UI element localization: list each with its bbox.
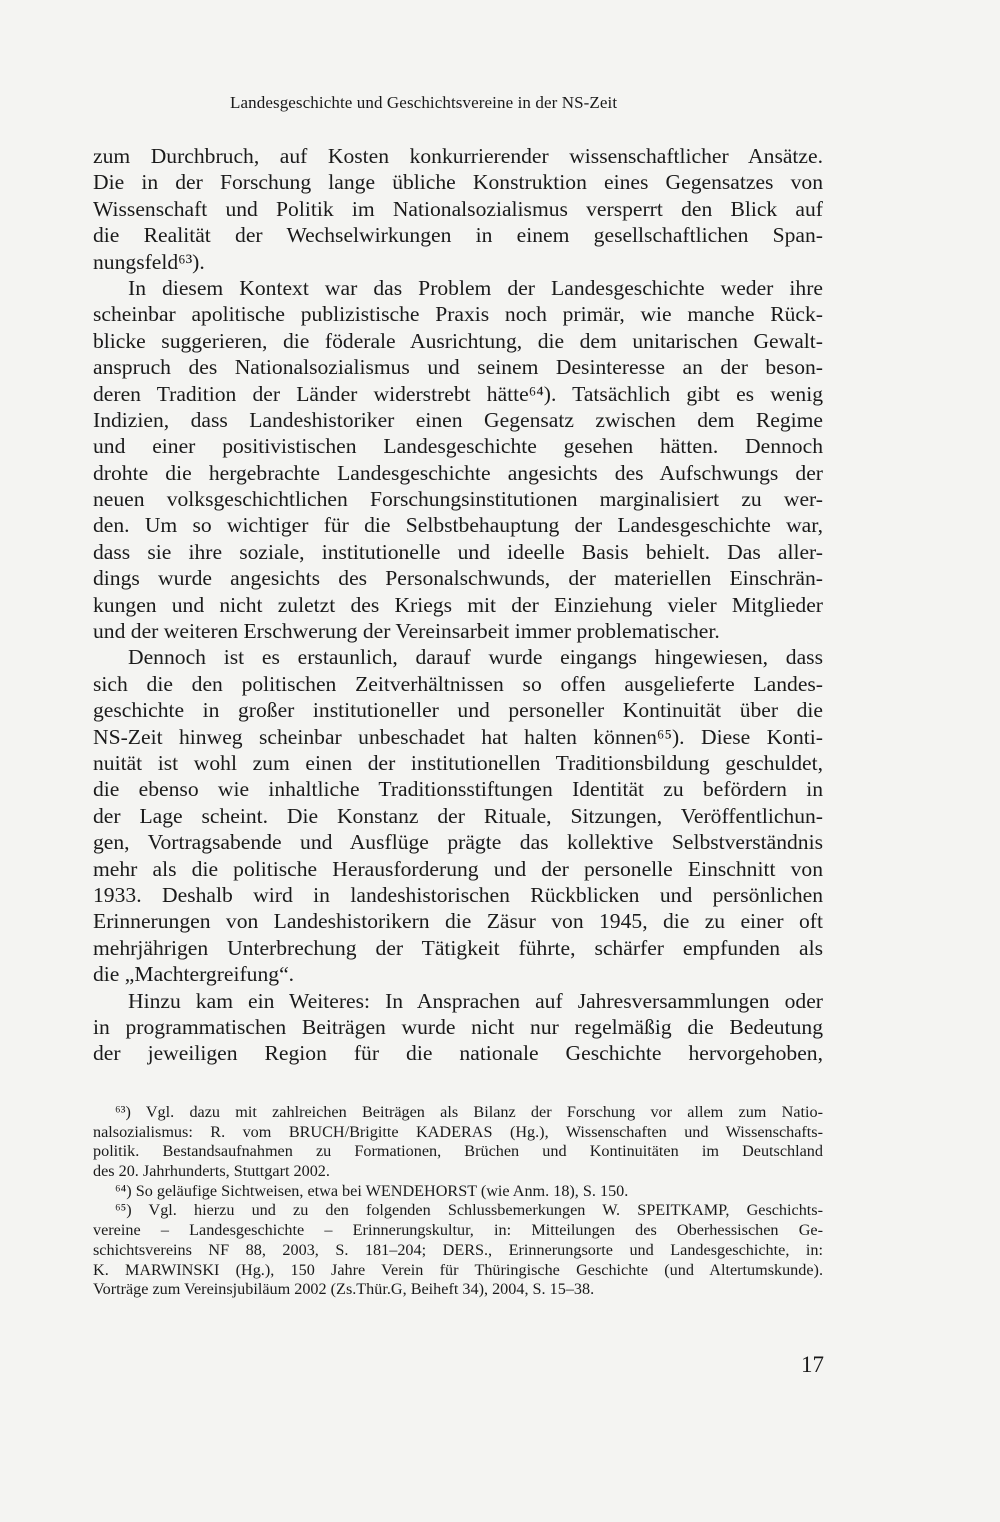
- footnote-line: schichtsvereins NF 88, 2003, S. 181–204; DERS., Erinnerungsorte und Landesgeschichte, in:: [93, 1240, 823, 1259]
- body-line: Indizien, dass Landeshistoriker einen Gegensatz zwischen dem Regime: [93, 407, 823, 432]
- body-line: in programmatischen Beiträgen wurde nicht nur regelmäßig die Bedeutung: [93, 1014, 823, 1039]
- body-text: [93, 143, 823, 1067]
- body-line: die Realität der Wechselwirkungen in einem gesellschaftlichen Span-: [93, 223, 823, 248]
- body-line: Die in der Forschung lange übliche Konstruktion eines Gegensatzes von: [93, 170, 823, 195]
- body-line: scheinbar apolitische publizistische Praxis noch primär, wie manche Rück-: [93, 302, 823, 327]
- body-line: Erinnerungen von Landeshistorikern die Zäsur von 1945, die zu einer oft: [93, 909, 823, 934]
- footnote-line: vereine – Landesgeschichte – Erinnerungskultur, in: Mitteilungen des Oberhessischen Ge-: [93, 1221, 823, 1240]
- page-number: 17: [801, 1352, 824, 1377]
- body-line: Hinzu kam ein Weiteres: In Ansprachen auf Jahresversammlungen oder: [128, 988, 823, 1013]
- body-line: mehrjährigen Unterbrechung der Tätigkeit führte, schärfer empfunden als: [93, 935, 823, 960]
- body-line: mehr als die politische Herausforderung und der personelle Einschnitt von: [93, 856, 823, 881]
- body-line: den. Um so wichtiger für die Selbstbehauptung der Landesgeschichte war,: [93, 513, 823, 538]
- body-line: geschichte in großer institutioneller und personeller Kontinuität über die: [93, 698, 823, 723]
- body-line: In diesem Kontext war das Problem der Landesgeschichte weder ihre: [128, 275, 823, 300]
- body-line: blicke suggerieren, die föderale Ausrichtung, die dem unitarischen Gewalt-: [93, 328, 823, 353]
- body-line: deren Tradition der Länder widerstrebt hätte⁶⁴). Tatsächlich gibt es wenig: [93, 381, 823, 406]
- body-line: und der weiteren Erschwerung der Vereinsarbeit immer problematischer.: [93, 619, 720, 644]
- footnotes: [93, 1103, 823, 1300]
- body-line: 1933. Deshalb wird in landeshistorischen Rückblicken und persönlichen: [93, 882, 823, 907]
- body-line: Dennoch ist es erstaunlich, darauf wurde eingangs hingewiesen, dass: [128, 645, 823, 670]
- footnote-line: nalsozialismus: R. vom BRUCH/Brigitte KADERAS (Hg.), Wissenschaften und Wissenschafts-: [93, 1122, 823, 1141]
- body-line: NS-Zeit hinweg scheinbar unbeschadet hat halten können⁶⁵). Diese Konti-: [93, 724, 823, 749]
- body-line: dass sie ihre soziale, institutionelle und ideelle Basis behielt. Das aller-: [93, 539, 823, 564]
- footnote-line: Vorträge zum Vereinsjubiläum 2002 (Zs.Thür.G, Beiheft 34), 2004, S. 15–38.: [93, 1280, 595, 1299]
- footnote-line: ⁶³) Vgl. dazu mit zahlreichen Beiträgen als Bilanz der Forschung vor allem zum Natio-: [115, 1103, 823, 1121]
- body-line: neuen volksgeschichtlichen Forschungsinstitutionen marginalisiert zu wer-: [93, 487, 823, 512]
- footnote-line: politik. Bestandsaufnahmen zu Formationen, Brüchen und Kontinuitäten im Deutschland: [93, 1142, 823, 1161]
- footnote-line: K. MARWINSKI (Hg.), 150 Jahre Verein für Thüringische Geschichte (und Altertumskunde).: [93, 1260, 823, 1279]
- body-line: und einer positivistischen Landesgeschichte gesehen hätten. Dennoch: [93, 434, 823, 459]
- body-line: anspruch des Nationalsozialismus und seinem Desinteresse an der beson-: [93, 355, 823, 380]
- body-line: zum Durchbruch, auf Kosten konkurrierender wissenschaftlicher Ansätze.: [93, 144, 823, 168]
- body-line: der Lage scheint. Die Konstanz der Rituale, Sitzungen, Veröffentlichun-: [93, 803, 823, 828]
- body-line: drohte die hergebrachte Landesgeschichte angesichts des Aufschwungs der: [93, 460, 823, 485]
- body-line: nuität ist wohl zum einen der institutionellen Traditionsbildung geschuldet,: [93, 750, 823, 775]
- body-line: sich die den politischen Zeitverhältnissen so offen ausgelieferte Landes-: [93, 671, 823, 696]
- body-line: der jeweiligen Region für die nationale Geschichte hervorgehoben,: [93, 1041, 823, 1066]
- body-line: gen, Vortragsabende und Ausflüge prägte das kollektive Selbstverständnis: [93, 830, 823, 855]
- body-line: nungsfeld⁶³).: [93, 249, 205, 274]
- body-line: die „Machtergreifung“.: [93, 962, 295, 987]
- footnote-line: ⁶⁴) So geläufige Sichtweisen, etwa bei WENDEHORST (wie Anm. 18), S. 150.: [115, 1181, 629, 1200]
- running-head: Landesgeschichte und Geschichtsvereine in der NS-Zeit: [230, 93, 618, 112]
- body-line: kungen und nicht zuletzt des Kriegs mit der Einziehung vieler Mitglieder: [93, 592, 823, 617]
- body-line: die ebenso wie inhaltliche Traditionsstiftungen Identität zu befördern in: [93, 777, 823, 802]
- footnote-line: des 20. Jahrhunderts, Stuttgart 2002.: [93, 1162, 330, 1181]
- footnote-line: ⁶⁵) Vgl. hierzu und zu den folgenden Schlussbemerkungen W. SPEITKAMP, Geschichts-: [115, 1201, 823, 1220]
- body-line: Wissenschaft und Politik im Nationalsozialismus versperrt den Blick auf: [93, 196, 823, 221]
- body-line: dings wurde angesichts des Personalschwunds, der materiellen Einschrän-: [93, 566, 823, 591]
